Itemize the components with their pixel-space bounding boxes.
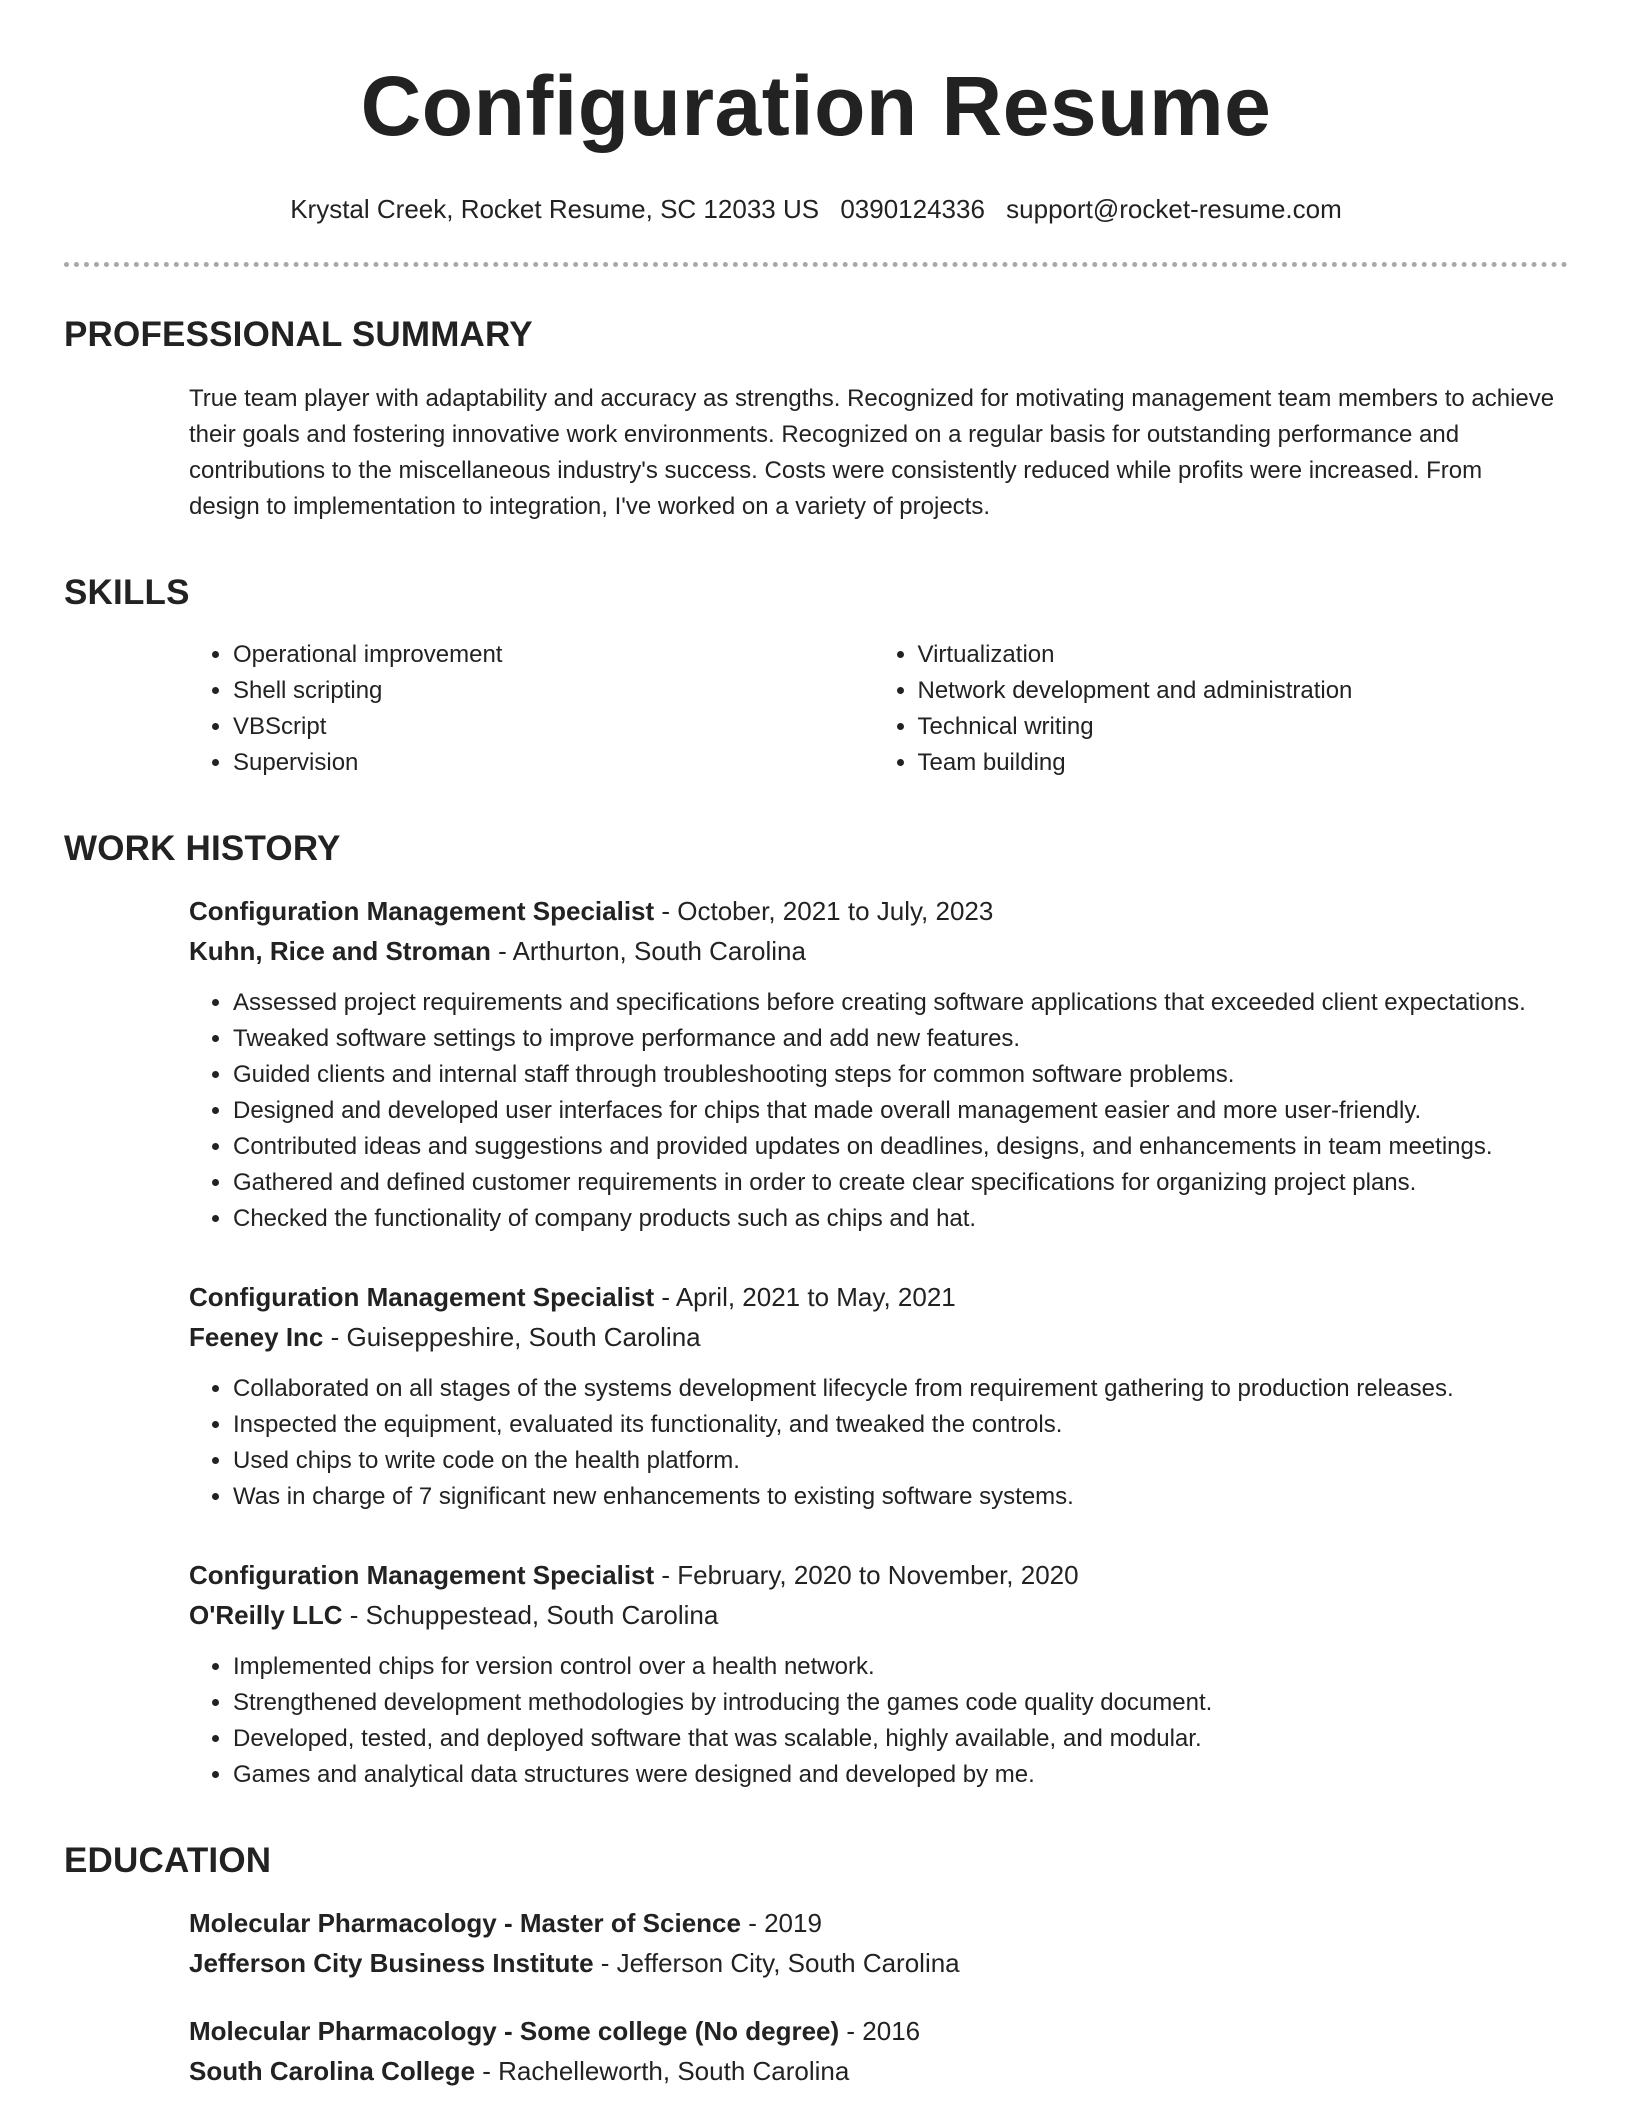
- education-heading: EDUCATION: [64, 1841, 272, 1880]
- job-bullet: • Guided clients and internal staff through troubleshooting steps for common software problems.: [233, 1057, 1558, 1093]
- education-entry: [64, 2011, 1568, 2091]
- education-location: - Rachelleworth, South Carolina: [475, 2056, 850, 2086]
- skill-item: • Shell scripting: [233, 673, 874, 709]
- education-location: - Jefferson City, South Carolina: [593, 1948, 960, 1978]
- education-year: - 2019: [740, 1908, 822, 1938]
- education-entry: [64, 1903, 1568, 1983]
- job-entry: [64, 1277, 1568, 1515]
- job-bullet: • Tweaked software settings to improve performance and add new features.: [233, 1021, 1558, 1057]
- skill-item: • Technical writing: [918, 709, 1559, 745]
- education-school-line: [189, 1943, 1558, 1983]
- job-bullet: • Collaborated on all stages of the systems development lifecycle from requirement gathering to production releases.: [233, 1371, 1558, 1407]
- contact-address: Krystal Creek, Rocket Resume, SC 12033 US: [290, 194, 820, 224]
- job-bullet: • Inspected the equipment, evaluated its functionality, and tweaked the controls.: [233, 1407, 1558, 1443]
- education-section: [64, 1839, 1568, 2091]
- job-bullet: • Gathered and defined customer requirements in order to create clear specifications for organizing project plans.: [233, 1165, 1558, 1201]
- contact-line: [64, 192, 1568, 226]
- job-company-line: [189, 931, 1558, 971]
- job-company-line: [189, 1317, 1558, 1357]
- job-bullets: [189, 1649, 1558, 1793]
- job-company: Kuhn, Rice and Stroman: [189, 936, 491, 966]
- resume-title: Configuration Resume: [360, 59, 1272, 153]
- work-history-section: [64, 827, 1568, 1793]
- skills-section: [64, 571, 1568, 781]
- summary-text: True team player with adaptability and accuracy as strengths. Recognized for motivating management team members to achieve their goals and fostering innovative work environments. Recognized on a regular basis for outstanding performance and contributions to the miscellaneous industry's success. Costs were consistently reduced while profits were increased. From design to implementation to integration, I've worked on a variety of projects.: [189, 385, 1555, 520]
- skills-left-column: [189, 637, 874, 781]
- job-bullet: • Strengthened development methodologies by introducing the games code quality document.: [233, 1685, 1558, 1721]
- skill-item: • VBScript: [233, 709, 874, 745]
- education-degree: Molecular Pharmacology - Master of Science: [189, 1908, 741, 1938]
- education-degree-line: [189, 1903, 1558, 1943]
- education-school: Jefferson City Business Institute: [189, 1948, 594, 1978]
- job-dates: - April, 2021 to May, 2021: [654, 1282, 956, 1312]
- skill-item: • Supervision: [233, 745, 874, 781]
- job-title: Configuration Management Specialist: [189, 896, 655, 926]
- contact-phone: 0390124336: [840, 194, 985, 224]
- job-title-line: [189, 1555, 1558, 1595]
- header-divider: [64, 262, 1568, 267]
- job-company: O'Reilly LLC: [189, 1600, 343, 1630]
- job-title: Configuration Management Specialist: [189, 1560, 655, 1590]
- education-degree-line: [189, 2011, 1558, 2051]
- job-bullet: • Contributed ideas and suggestions and provided updates on deadlines, designs, and enhancements in team meetings.: [233, 1129, 1558, 1165]
- summary-section: [64, 313, 1568, 525]
- skills-heading: SKILLS: [64, 573, 190, 612]
- job-location: - Schuppestead, South Carolina: [342, 1600, 719, 1630]
- job-location: - Arthurton, South Carolina: [490, 936, 806, 966]
- skills-right-column: [874, 637, 1559, 781]
- education-school-line: [189, 2051, 1558, 2091]
- job-bullet: • Developed, tested, and deployed software that was scalable, highly available, and modular.: [233, 1721, 1558, 1757]
- skill-item: • Network development and administration: [918, 673, 1559, 709]
- job-bullet: • Assessed project requirements and specifications before creating software applications that exceeded client expectations.: [233, 985, 1558, 1021]
- job-bullet: • Games and analytical data structures were designed and developed by me.: [233, 1757, 1558, 1793]
- job-bullet: • Used chips to write code on the health platform.: [233, 1443, 1558, 1479]
- job-company: Feeney Inc: [189, 1322, 324, 1352]
- contact-email: support@rocket-resume.com: [1006, 194, 1342, 224]
- job-bullets: [189, 1371, 1558, 1515]
- job-company-line: [189, 1595, 1558, 1635]
- summary-heading: PROFESSIONAL SUMMARY: [64, 315, 533, 354]
- skill-item: • Team building: [918, 745, 1559, 781]
- job-bullet: • Was in charge of 7 significant new enhancements to existing software systems.: [233, 1479, 1558, 1515]
- job-bullet: • Designed and developed user interfaces for chips that made overall management easier and more user-friendly.: [233, 1093, 1558, 1129]
- job-title-line: [189, 1277, 1558, 1317]
- education-school: South Carolina College: [189, 2056, 476, 2086]
- work-history-heading: WORK HISTORY: [64, 829, 341, 868]
- job-title-line: [189, 891, 1558, 931]
- job-entry: [64, 1555, 1568, 1793]
- job-entry: [64, 891, 1568, 1237]
- job-bullets: [189, 985, 1558, 1237]
- skills-columns: [64, 637, 1568, 781]
- job-dates: - February, 2020 to November, 2020: [654, 1560, 1079, 1590]
- education-year: - 2016: [839, 2016, 921, 2046]
- education-degree: Molecular Pharmacology - Some college (No degree): [189, 2016, 840, 2046]
- job-title: Configuration Management Specialist: [189, 1282, 655, 1312]
- skill-item: • Virtualization: [918, 637, 1559, 673]
- job-bullet: • Checked the functionality of company products such as chips and hat.: [233, 1201, 1558, 1237]
- job-location: - Guiseppeshire, South Carolina: [323, 1322, 701, 1352]
- job-dates: - October, 2021 to July, 2023: [654, 896, 994, 926]
- job-bullet: • Implemented chips for version control over a health network.: [233, 1649, 1558, 1685]
- skill-item: • Operational improvement: [233, 637, 874, 673]
